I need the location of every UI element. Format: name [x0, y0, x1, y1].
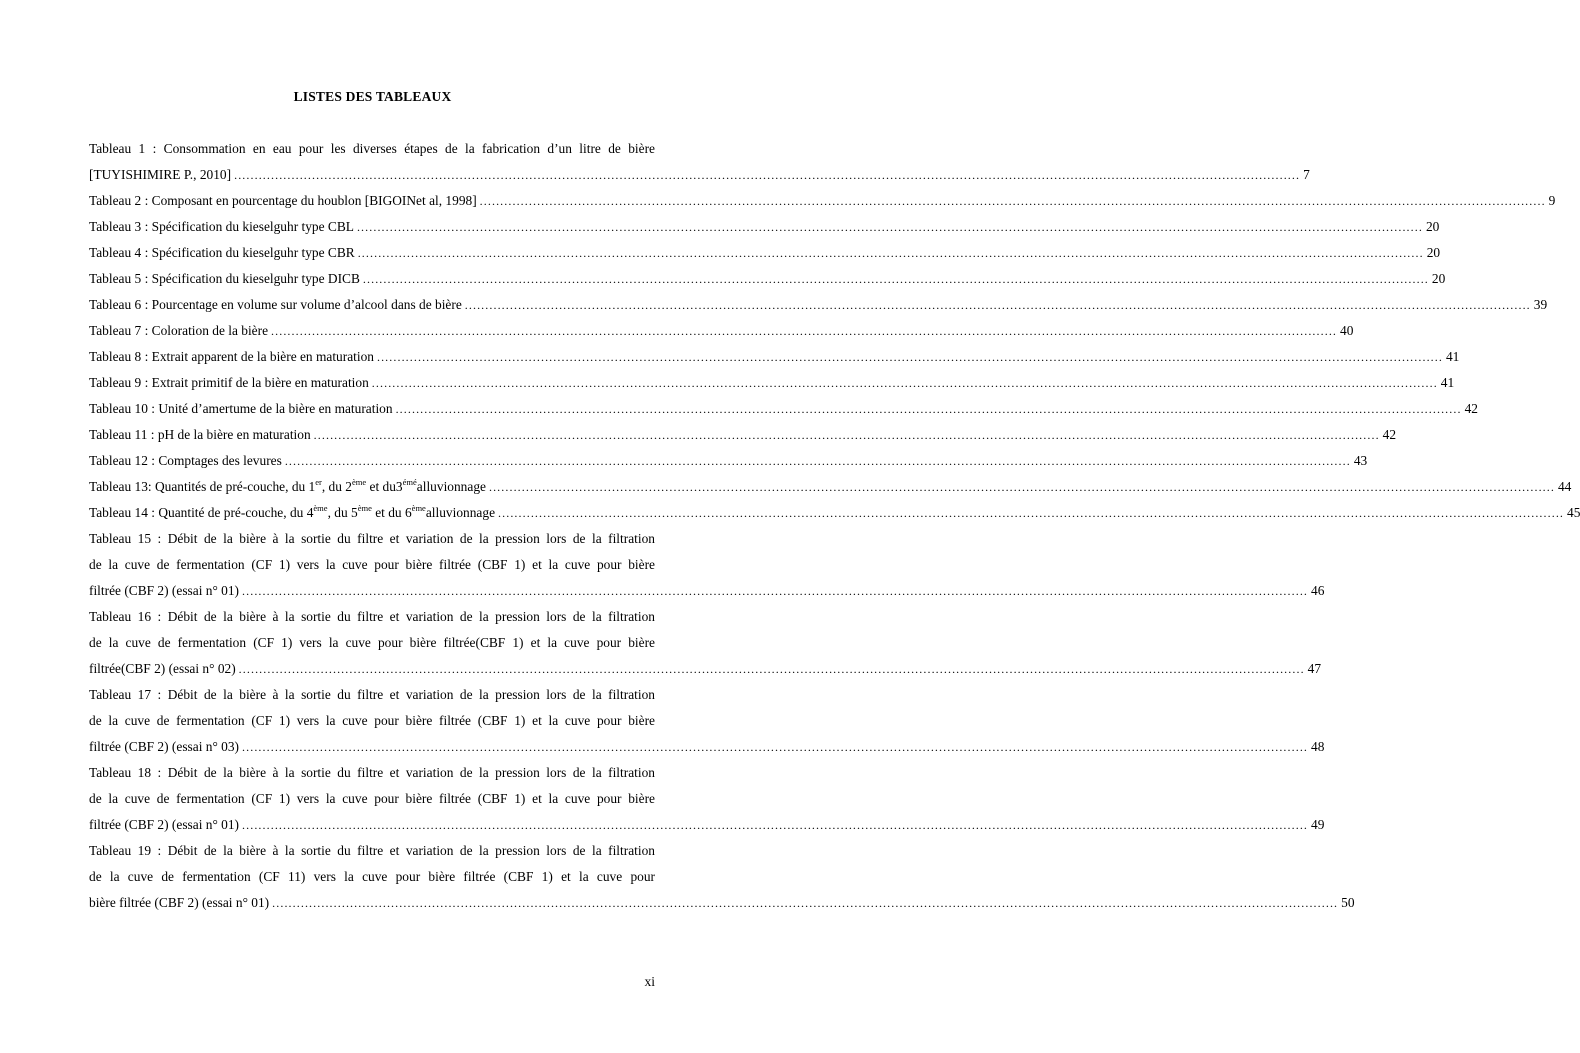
- toc-entry-label: filtrée (CBF 2) (essai n° 01): [89, 583, 240, 598]
- label-part: , du 2: [321, 479, 352, 494]
- toc-entry-last-line: [89, 214, 1440, 240]
- dot-leader: ....................................................................................................................................................................................................................................................................: [234, 168, 1301, 182]
- label-part: et du 6: [371, 505, 412, 520]
- toc-entry-label: [TUYISHIMIRE P., 2010]: [89, 167, 232, 182]
- label-part: , du 5: [327, 505, 358, 520]
- dot-leader: ....................................................................................................................................................................................................................................................................: [464, 298, 1531, 312]
- dot-leader: ....................................................................................................................................................................................................................................................................: [488, 480, 1555, 494]
- toc-entry-page: 20: [1425, 219, 1440, 234]
- toc-entry-label: Tableau 4 : Spécification du kieselguhr type CBR: [89, 245, 355, 260]
- toc-entry-label: Tableau 6 : Pourcentage en volume sur volume d’alcool dans de bière: [89, 297, 462, 312]
- toc-entry-label: Tableau 10 : Unité d’amertume de la bière en maturation: [89, 401, 393, 416]
- toc-entry-last-line: [89, 500, 1580, 526]
- toc-entry-page: 43: [1353, 453, 1368, 468]
- toc-entry-last-line: [89, 318, 1354, 344]
- toc-entry-text-line: Tableau 17 : Débit de la bière à la sortie du filtre et variation de la pression lors de la filtration: [89, 687, 655, 702]
- dot-leader: ....................................................................................................................................................................................................................................................................: [242, 740, 1309, 754]
- dot-leader: ....................................................................................................................................................................................................................................................................: [357, 246, 1424, 260]
- toc-entry[interactable]: [89, 188, 1556, 214]
- dot-leader: ....................................................................................................................................................................................................................................................................: [242, 818, 1309, 832]
- toc-entry-page: 49: [1311, 817, 1325, 832]
- toc-entry-last-line: [89, 266, 1446, 292]
- dot-leader: ....................................................................................................................................................................................................................................................................: [376, 350, 1443, 364]
- toc-entry-label: Tableau 5 : Spécification du kieselguhr type DICB: [89, 271, 360, 286]
- toc-entry-last-line: [89, 344, 1460, 370]
- toc-entry-page: 44: [1557, 479, 1572, 494]
- toc-entry-last-line: [89, 240, 1441, 266]
- dot-leader: ....................................................................................................................................................................................................................................................................: [284, 454, 1351, 468]
- toc-entry[interactable]: [89, 344, 1460, 370]
- toc-entry[interactable]: [89, 240, 1441, 266]
- toc-entry-page: 20: [1426, 245, 1441, 260]
- toc-entry-page: 40: [1340, 323, 1354, 338]
- toc-entry-label: Tableau 11 : pH de la bière en maturation: [89, 427, 311, 442]
- toc-entry-text-line: de la cuve de fermentation (CF 1) vers la cuve pour bière filtrée(CBF 1) et la cuve pour bière: [89, 635, 655, 650]
- toc-entry-last-line: [89, 162, 1310, 188]
- toc-entry[interactable]: [89, 682, 1325, 760]
- toc-entry-label: [89, 474, 486, 500]
- toc-entry-last-line: [89, 396, 1478, 422]
- toc-entry-page: 47: [1307, 661, 1322, 676]
- label-part: alluvionnage: [425, 505, 496, 520]
- toc-entry[interactable]: [89, 422, 1397, 448]
- dot-leader: ....................................................................................................................................................................................................................................................................: [271, 324, 1338, 338]
- table-list: [89, 136, 1580, 916]
- toc-entry-text-line: Tableau 1 : Consommation en eau pour les diverses étapes de la fabrication d’un litre de bière: [89, 141, 655, 156]
- toc-entry-label: filtrée(CBF 2) (essai n° 02): [89, 661, 236, 676]
- dot-leader: ....................................................................................................................................................................................................................................................................: [498, 506, 1565, 520]
- toc-entry[interactable]: [89, 448, 1368, 474]
- toc-entry-label: [89, 500, 495, 526]
- toc-entry-last-line: [89, 734, 1325, 760]
- dot-leader: ....................................................................................................................................................................................................................................................................: [371, 376, 1438, 390]
- toc-entry-text-line: Tableau 19 : Débit de la bière à la sortie du filtre et variation de la pression lors de la filtration: [89, 843, 655, 858]
- toc-entry-last-line: [89, 890, 1355, 916]
- label-part: Tableau 14 : Quantité de pré-couche, du 4: [89, 505, 314, 520]
- ordinal-superscript: ème: [352, 477, 367, 487]
- toc-entry-page: 48: [1311, 739, 1325, 754]
- toc-entry[interactable]: [89, 214, 1440, 240]
- toc-entry[interactable]: [89, 474, 1572, 500]
- ordinal-superscript: ème: [357, 503, 372, 513]
- toc-entry-page: 50: [1341, 895, 1355, 910]
- dot-leader: ....................................................................................................................................................................................................................................................................: [242, 584, 1309, 598]
- toc-entry-page: 20: [1431, 271, 1446, 286]
- toc-entry[interactable]: [89, 838, 1355, 916]
- toc-entry-last-line: [89, 578, 1325, 604]
- label-part: et du3: [366, 479, 403, 494]
- toc-entry[interactable]: [89, 136, 1310, 188]
- toc-entry-last-line: [89, 656, 1322, 682]
- toc-entry-page: 39: [1533, 297, 1548, 312]
- toc-entry-text-line: de la cuve de fermentation (CF 1) vers la cuve pour bière filtrée (CBF 1) et la cuve pour bière: [89, 791, 655, 806]
- toc-entry[interactable]: [89, 604, 1322, 682]
- toc-entry-last-line: [89, 370, 1455, 396]
- label-part: Tableau 13: Quantités de pré-couche, du 1: [89, 479, 316, 494]
- toc-entry-text-line: Tableau 15 : Débit de la bière à la sortie du filtre et variation de la pression lors de la filtration: [89, 531, 655, 546]
- toc-entry-page: 41: [1445, 349, 1460, 364]
- toc-entry-label: Tableau 8 : Extrait apparent de la bière en maturation: [89, 349, 374, 364]
- dot-leader: ....................................................................................................................................................................................................................................................................: [356, 220, 1423, 234]
- toc-entry-label: Tableau 3 : Spécification du kieselguhr type CBL: [89, 219, 354, 234]
- toc-entry-text-line: Tableau 18 : Débit de la bière à la sortie du filtre et variation de la pression lors de la filtration: [89, 765, 655, 780]
- dot-leader: ....................................................................................................................................................................................................................................................................: [362, 272, 1429, 286]
- dot-leader: ....................................................................................................................................................................................................................................................................: [238, 662, 1305, 676]
- toc-entry-last-line: [89, 292, 1548, 318]
- label-part: alluvionnage: [416, 479, 486, 494]
- toc-entry-page: 7: [1303, 167, 1310, 182]
- toc-entry-text-line: Tableau 16 : Débit de la bière à la sortie du filtre et variation de la pression lors de la filtration: [89, 609, 655, 624]
- toc-entry-label: filtrée (CBF 2) (essai n° 03): [89, 739, 240, 754]
- ordinal-superscript: ème: [411, 503, 426, 513]
- dot-leader: ....................................................................................................................................................................................................................................................................: [272, 896, 1339, 910]
- dot-leader: ....................................................................................................................................................................................................................................................................: [479, 194, 1546, 208]
- toc-entry-label: Tableau 12 : Comptages des levures: [89, 453, 282, 468]
- dot-leader: ....................................................................................................................................................................................................................................................................: [395, 402, 1462, 416]
- toc-entry-text-line: de la cuve de fermentation (CF 11) vers la cuve pour bière filtrée (CBF 1) et la cuve pour: [89, 869, 655, 884]
- toc-entry-page: 42: [1382, 427, 1397, 442]
- ordinal-superscript: émé: [402, 477, 417, 487]
- page-number: xi: [644, 974, 655, 989]
- toc-entry-page: 41: [1440, 375, 1455, 390]
- toc-entry[interactable]: [89, 500, 1580, 526]
- ordinal-superscript: er: [315, 477, 322, 487]
- toc-entry[interactable]: [89, 292, 1548, 318]
- toc-entry-label: filtrée (CBF 2) (essai n° 01): [89, 817, 240, 832]
- toc-entry[interactable]: [89, 318, 1354, 344]
- toc-entry-text-line: de la cuve de fermentation (CF 1) vers la cuve pour bière filtrée (CBF 1) et la cuve pour bière: [89, 713, 655, 728]
- toc-entry-page: 45: [1567, 505, 1580, 520]
- page-title: LISTES DES TABLEAUX: [293, 89, 452, 104]
- toc-entry-page: 9: [1548, 193, 1556, 208]
- toc-entry-last-line: [89, 422, 1397, 448]
- toc-entry[interactable]: [89, 526, 1325, 604]
- toc-entry-last-line: [89, 812, 1325, 838]
- toc-entry[interactable]: [89, 760, 1325, 838]
- toc-entry[interactable]: [89, 396, 1478, 422]
- toc-entry-page: 42: [1464, 401, 1478, 416]
- toc-entry-last-line: [89, 188, 1556, 214]
- toc-entry-text-line: de la cuve de fermentation (CF 1) vers la cuve pour bière filtrée (CBF 1) et la cuve pour bière: [89, 557, 655, 572]
- toc-entry-label: Tableau 7 : Coloration de la bière: [89, 323, 269, 338]
- toc-entry-last-line: [89, 448, 1368, 474]
- toc-entry-label: Tableau 9 : Extrait primitif de la bière en maturation: [89, 375, 369, 390]
- dot-leader: ....................................................................................................................................................................................................................................................................: [313, 428, 1380, 442]
- toc-entry-last-line: [89, 474, 1572, 500]
- toc-entry-label: bière filtrée (CBF 2) (essai n° 01): [89, 895, 270, 910]
- toc-entry-label: Tableau 2 : Composant en pourcentage du houblon [BIGOINet al, 1998]: [89, 193, 477, 208]
- toc-entry-page: 46: [1311, 583, 1325, 598]
- toc-entry[interactable]: [89, 266, 1446, 292]
- toc-entry[interactable]: [89, 370, 1455, 396]
- ordinal-superscript: ème: [313, 503, 328, 513]
